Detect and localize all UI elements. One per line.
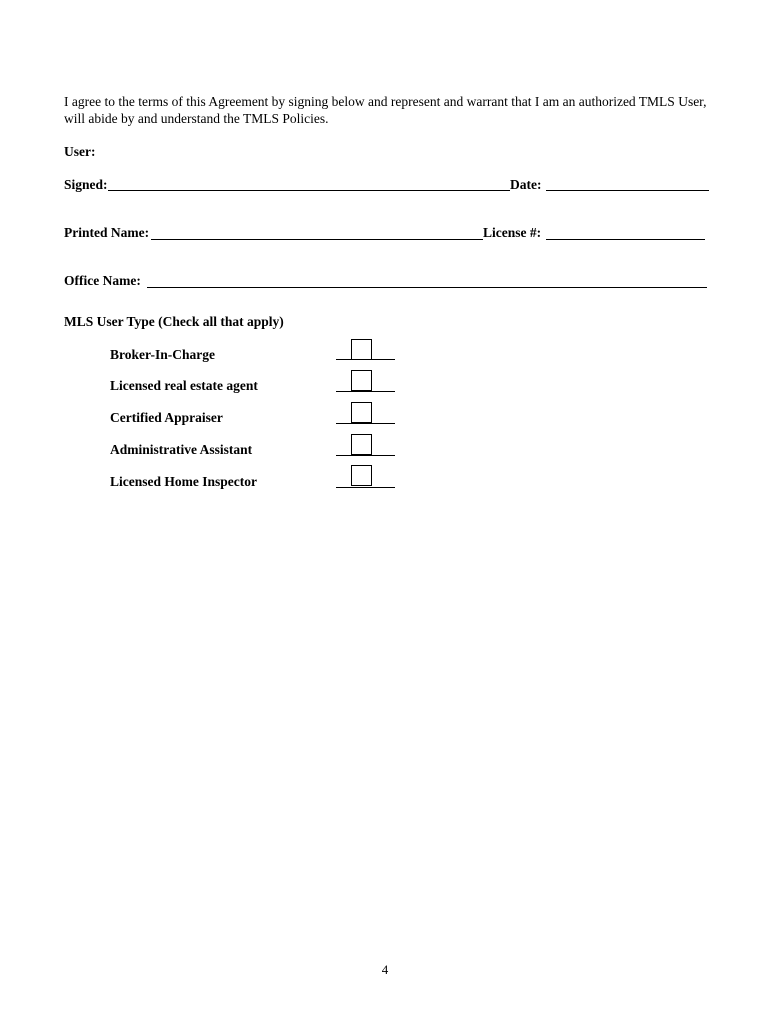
checkbox-licensed-agent[interactable] <box>351 370 372 391</box>
checkbox-home-inspector[interactable] <box>351 465 372 486</box>
option-label-licensed-agent: Licensed real estate agent <box>110 378 258 393</box>
user-label: User: <box>64 144 96 159</box>
option-underline <box>336 487 395 488</box>
office-name-label: Office Name: <box>64 273 141 288</box>
option-underline <box>336 455 395 456</box>
license-line[interactable] <box>546 239 705 240</box>
office-name-line[interactable] <box>147 287 707 288</box>
option-underline <box>336 423 395 424</box>
user-type-heading: MLS User Type (Check all that apply) <box>64 314 284 329</box>
page-number: 4 <box>381 962 389 977</box>
license-label: License #: <box>483 225 542 240</box>
option-label-administrative-assistant: Administrative Assistant <box>110 442 253 457</box>
checkbox-broker-in-charge[interactable] <box>351 339 372 360</box>
checkbox-certified-appraiser[interactable] <box>351 402 372 423</box>
signature-line[interactable] <box>108 190 510 191</box>
option-label-home-inspector: Licensed Home Inspector <box>110 474 257 489</box>
printed-name-line[interactable] <box>151 239 483 240</box>
option-label-certified-appraiser: Certified Appraiser <box>110 410 223 425</box>
option-label-broker-in-charge: Broker-In-Charge <box>110 347 215 362</box>
agreement-text: I agree to the terms of this Agreement by signing below and represent and warrant that I am an authorized TMLS User, will abide by and understand the TMLS Policies. <box>64 94 707 126</box>
date-line[interactable] <box>546 190 709 191</box>
signed-label: Signed: <box>64 177 108 192</box>
checkbox-administrative-assistant[interactable] <box>351 434 372 455</box>
option-underline <box>336 391 395 392</box>
date-label: Date: <box>510 177 542 192</box>
printed-name-label: Printed Name: <box>64 225 150 240</box>
